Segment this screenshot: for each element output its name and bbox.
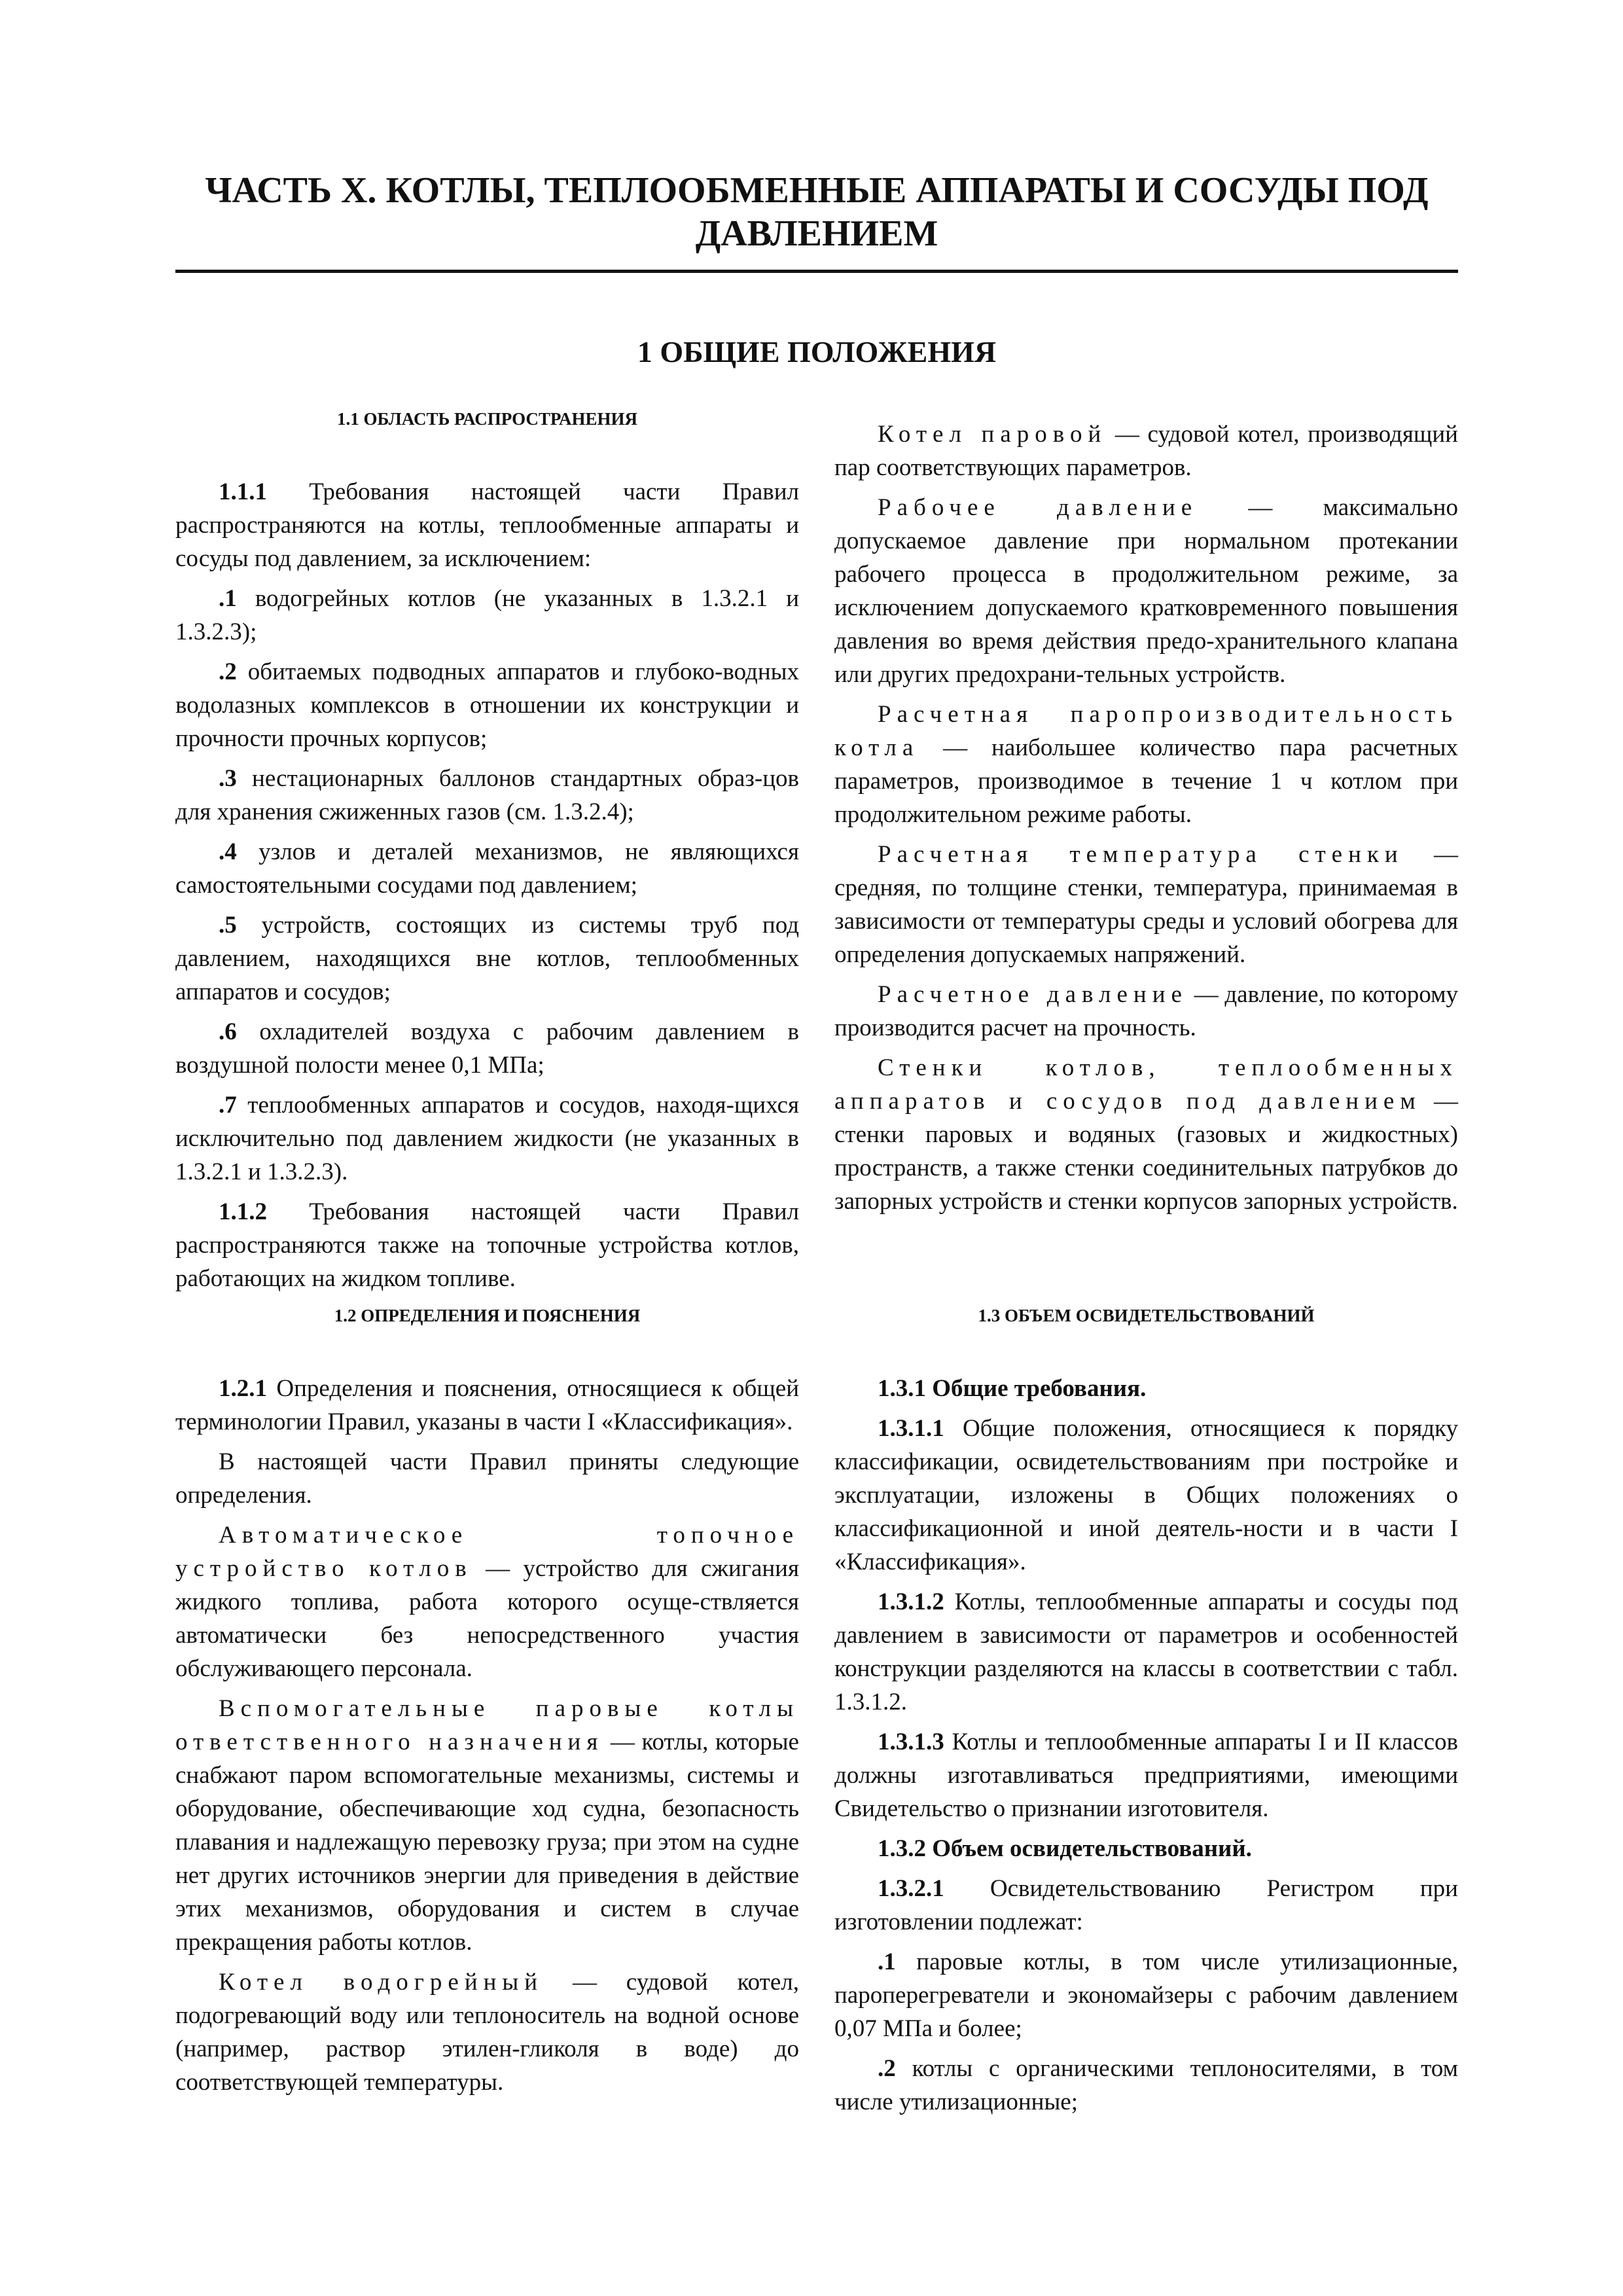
definition-term: Автоматическое топочное устройство котлов — [175, 1522, 799, 1582]
item-number: .7 — [219, 1092, 237, 1119]
clause-text: Требования настоящей части Правил распространяются на котлы, теплообменные аппараты и сосуды под давлением, за исключением: — [175, 478, 799, 572]
item-number: .2 — [878, 2055, 896, 2082]
item-text: охладителей воздуха с рабочим давлением в воздушной полости менее 0,1 МПа; — [175, 1018, 799, 1079]
clause-text: Освидетельствованию Регистром при изготовлении подлежат: — [834, 1875, 1458, 1935]
item-number: .2 — [219, 658, 237, 685]
definition-term: Расчетное давление — [878, 981, 1188, 1008]
definition — [175, 1518, 799, 1685]
definition-text: — средняя, по толщине стенки, температура, принимаемая в зависимости от температуры среды и условий обогрева для определения допускаемых напряжений. — [834, 841, 1458, 968]
part-title: ЧАСТЬ X. КОТЛЫ, ТЕПЛООБМЕННЫЕ АППАРАТЫ И СОСУДЫ ПОД ДАВЛЕНИЕМ — [205, 170, 1429, 254]
definition-term: Котел водогрейный — [219, 1969, 544, 1996]
definition-text: — наибольшее количество пара расчетных параметров, производимое в течение 1 ч котлом при продолжительном режиме работы. — [834, 734, 1458, 828]
item-number: .1 — [219, 585, 237, 612]
item-text: нестационарных баллонов стандартных образ-цов для хранения сжиженных газов (см. 1.3.2.4); — [175, 765, 799, 825]
paragraph-1-3-1-3 — [834, 1725, 1458, 1825]
heading-1-3-2: 1.3.2 Объем освидетельствований. — [878, 1835, 1252, 1862]
item-text: теплообменных аппаратов и сосудов, находя-щихся исключительно под давлением жидкости (не указанных в 1.3.2.1 и 1.3.2.3). — [175, 1092, 799, 1185]
definition — [834, 698, 1458, 831]
paragraph-1-3-1-1 — [834, 1412, 1458, 1579]
list-item — [834, 1945, 1458, 2045]
clause-number: 1.2.1 — [219, 1375, 267, 1402]
definition-text: — устройство для сжигания жидкого топлива, работа которого осуще-ствляется автоматически без непосредственного участия обслуживающего персонала. — [175, 1555, 799, 1682]
paragraph-1-3-2-1 — [834, 1872, 1458, 1939]
definition — [175, 1692, 799, 1959]
definition-text: — давление, по которому производится расчет на прочность. — [834, 981, 1458, 1041]
subsection-heading-1-3: 1.3 ОБЪЕМ ОСВИДЕТЕЛЬСТВОВАНИЙ — [978, 1306, 1315, 1325]
paragraph-1-2-1 — [175, 1372, 799, 1439]
definition-text: — максимально допускаемое давление при нормальном протекании рабочего процесса в продолжительном режиме, за исключением допускаемого кратковременного повышения давления во время действия предо-хранительного клапана или других предохрани-тельных устройств. — [834, 494, 1458, 688]
clause-number: 1.3.1.3 — [878, 1729, 944, 1755]
item-number: .5 — [219, 912, 237, 939]
section-1-3 — [834, 1302, 1458, 2125]
item-number: .1 — [878, 1948, 896, 1975]
paragraph-1-3-1-2 — [834, 1585, 1458, 1719]
item-text: водогрейных котлов (не указанных в 1.3.2.1 и 1.3.2.3); — [175, 585, 799, 645]
clause-text: Определения и пояснения, относящиеся к общей терминологии Правил, указаны в части I «Классификация». — [175, 1375, 799, 1435]
definition — [175, 1965, 799, 2099]
list-item — [175, 582, 799, 649]
definition-term: Вспомогательные паровые котлы ответственного назначения — [175, 1695, 799, 1755]
definition-term: Котел паровой — [878, 421, 1107, 448]
definition — [834, 418, 1458, 484]
definition-term: Рабочее давление — [878, 494, 1198, 521]
list-item — [175, 762, 799, 829]
title-rule — [175, 270, 1458, 273]
item-text: узлов и деталей механизмов, не являющихся самостоятельными сосудами под давлением; — [175, 838, 799, 899]
definition — [834, 491, 1458, 691]
item-text: обитаемых подводных аппаратов и глубоко-водных водолазных комплексов в отношении их конструкции и прочности прочных корпусов; — [175, 658, 799, 752]
subsection-heading-1-1: 1.1 ОБЛАСТЬ РАСПРОСТРАНЕНИЯ — [337, 409, 637, 429]
item-text: котлы с органическими теплоносителями, в том числе утилизационные; — [834, 2055, 1458, 2115]
definitions-continued — [834, 418, 1458, 1225]
paragraph-intro: В настоящей части Правил приняты следующие определения. — [175, 1448, 799, 1509]
paragraph-1-1-2 — [175, 1195, 799, 1295]
clause-text: Общие положения, относящиеся к порядку классификации, освидетельствованиям при постройке и эксплуатации, изложены в Общих положениях о классификационной и иной деятель-ности и в части I «Классификация». — [834, 1415, 1458, 1575]
item-text: устройств, состоящих из системы труб под давлением, находящихся вне котлов, теплообменных аппаратов и сосудов; — [175, 912, 799, 1005]
definition-text: — стенки паровых и водяных (газовых и жидкостных) пространств, а также стенки соединительных патрубков до запорных устройств и стенки корпусов запорных устройств. — [834, 1088, 1459, 1215]
list-item — [175, 835, 799, 902]
list-item — [175, 1015, 799, 1082]
clause-number: 1.3.1.1 — [878, 1415, 944, 1442]
item-number: .6 — [219, 1018, 237, 1045]
subsection-heading-1-2: 1.2 ОПРЕДЕЛЕНИЯ И ПОЯСНЕНИЯ — [334, 1306, 641, 1325]
definition-text: — судовой котел, подогревающий воду или теплоноситель на водной основе (например, раствор этилен-гликоля в воде) до соответствующей температуры. — [175, 1969, 799, 2096]
list-item — [175, 1088, 799, 1189]
definition — [834, 838, 1458, 971]
clause-number: 1.1.2 — [219, 1198, 267, 1225]
definition-text: — котлы, которые снабжают паром вспомогательные механизмы, системы и оборудование, обеспечивающие ход судна, безопасность плавания и надлежащую перевозку груза; при этом на судне нет других источников энергии для приведения в действие этих механизмов, оборудования и систем в случае прекращения работы котлов. — [175, 1729, 799, 1956]
clause-text: Котлы и теплообменные аппараты I и II классов должны изготавливаться предприятиями, имеющими Свидетельство о признании изготовителя. — [834, 1729, 1458, 1822]
item-number: .3 — [219, 765, 237, 792]
section-1-1 — [175, 406, 799, 1302]
clause-number: 1.1.1 — [219, 478, 267, 505]
item-number: .4 — [219, 838, 237, 865]
definition — [834, 978, 1458, 1045]
clause-text: Котлы, теплообменные аппараты и сосуды под давлением в зависимости от параметров и особенностей конструкции разделяются на классы в соответствии с табл. 1.3.1.2. — [834, 1588, 1458, 1715]
clause-number: 1.3.2.1 — [878, 1875, 944, 1902]
clause-text: Требования настоящей части Правил распространяются также на топочные устройства котлов, работающих на жидком топливе. — [175, 1198, 799, 1292]
definition — [834, 1051, 1458, 1218]
definition-term: Стенки котлов, теплообменных аппаратов и сосудов под давлением — [834, 1054, 1458, 1115]
paragraph-1-1-1 — [175, 475, 799, 575]
definition-term: Расчетная температура стенки — [878, 841, 1404, 868]
definition-text: — судовой котел, производящий пар соответствующих параметров. — [834, 421, 1458, 481]
section-title: 1 ОБЩИЕ ПОЛОЖЕНИЯ — [637, 335, 997, 368]
clause-number: 1.3.1.2 — [878, 1588, 944, 1615]
definition-term: Расчетная паропроизводительность котла — [834, 701, 1458, 761]
list-item — [175, 655, 799, 755]
heading-1-3-1: 1.3.1 Общие требования. — [878, 1375, 1147, 1402]
section-1-2 — [175, 1302, 799, 2106]
item-text: паровые котлы, в том числе утилизационные, пароперегреватели и экономайзеры с рабочим давлением 0,07 МПа и более; — [834, 1948, 1458, 2042]
list-item — [834, 2052, 1458, 2119]
list-item — [175, 908, 799, 1009]
